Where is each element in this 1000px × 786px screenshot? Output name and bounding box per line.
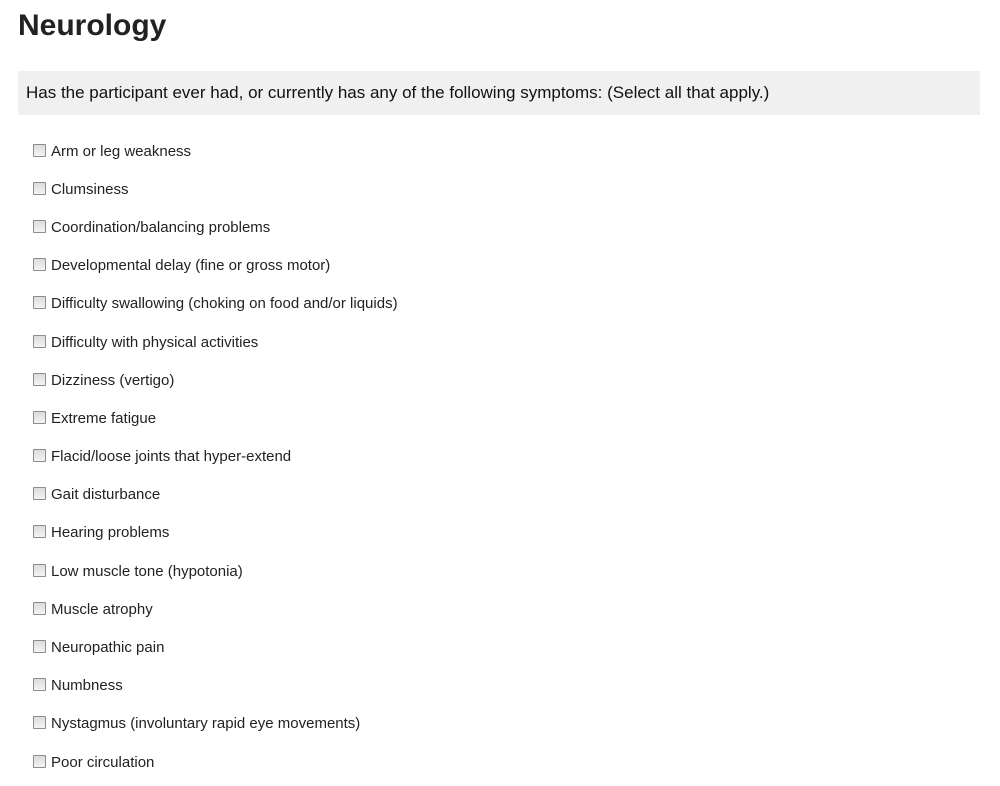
option-label[interactable]: Extreme fatigue	[51, 409, 157, 427]
option-clumsiness[interactable]	[33, 170, 398, 208]
checkbox[interactable]	[33, 755, 46, 768]
option-label[interactable]: Difficulty with physical activities	[51, 333, 259, 351]
checkbox[interactable]	[33, 335, 46, 348]
option-label[interactable]: Coordination/balancing problems	[51, 218, 271, 236]
option-dizziness[interactable]	[33, 361, 398, 399]
option-gait-disturbance[interactable]	[33, 476, 398, 514]
option-poor-circulation[interactable]	[33, 743, 398, 781]
question-text: Has the participant ever had, or currently has any of the following symptoms: (Select all that apply.)	[26, 83, 770, 102]
option-label[interactable]: Numbness	[51, 677, 123, 695]
checkbox[interactable]	[33, 640, 46, 653]
option-label[interactable]: Clumsiness	[51, 180, 129, 198]
option-label[interactable]: Poor circulation	[51, 753, 155, 771]
question-header	[18, 71, 980, 115]
option-low-muscle-tone[interactable]	[33, 552, 398, 590]
option-difficulty-physical-activities[interactable]	[33, 323, 398, 361]
checkbox[interactable]	[33, 449, 46, 462]
option-developmental-delay[interactable]	[33, 247, 398, 285]
checkbox[interactable]	[33, 487, 46, 500]
option-label[interactable]: Gait disturbance	[51, 486, 161, 504]
checkbox[interactable]	[33, 373, 46, 386]
option-label[interactable]: Hearing problems	[51, 524, 170, 542]
checkbox[interactable]	[33, 525, 46, 538]
option-label[interactable]: Arm or leg weakness	[51, 142, 192, 160]
option-numbness[interactable]	[33, 667, 398, 705]
option-extreme-fatigue[interactable]	[33, 399, 398, 437]
option-flacid-loose-joints[interactable]	[33, 438, 398, 476]
option-label[interactable]: Flacid/loose joints that hyper-extend	[51, 448, 292, 466]
option-coordination-balancing-problems[interactable]	[33, 208, 398, 246]
checkbox[interactable]	[33, 296, 46, 309]
option-label[interactable]: Dizziness (vertigo)	[51, 371, 175, 389]
checkbox[interactable]	[33, 678, 46, 691]
option-label[interactable]: Developmental delay (fine or gross motor)	[51, 257, 331, 275]
option-muscle-atrophy[interactable]	[33, 590, 398, 628]
checkbox[interactable]	[33, 716, 46, 729]
option-label[interactable]: Muscle atrophy	[51, 600, 153, 618]
option-neuropathic-pain[interactable]	[33, 628, 398, 666]
option-arm-or-leg-weakness[interactable]	[33, 132, 398, 170]
option-label[interactable]: Neuropathic pain	[51, 639, 165, 657]
option-label[interactable]: Nystagmus (involuntary rapid eye movements)	[51, 715, 361, 733]
option-nystagmus[interactable]	[33, 705, 398, 743]
option-hearing-problems[interactable]	[33, 514, 398, 552]
option-label[interactable]: Low muscle tone (hypotonia)	[51, 562, 243, 580]
checkbox[interactable]	[33, 564, 46, 577]
checkbox[interactable]	[33, 258, 46, 271]
option-difficulty-swallowing[interactable]	[33, 285, 398, 323]
checkbox[interactable]	[33, 602, 46, 615]
page-title: Neurology	[18, 9, 167, 42]
option-label[interactable]: Difficulty swallowing (choking on food and/or liquids)	[51, 295, 398, 313]
symptom-checkbox-list	[33, 132, 398, 781]
checkbox[interactable]	[33, 411, 46, 424]
checkbox[interactable]	[33, 144, 46, 157]
checkbox[interactable]	[33, 220, 46, 233]
checkbox[interactable]	[33, 182, 46, 195]
